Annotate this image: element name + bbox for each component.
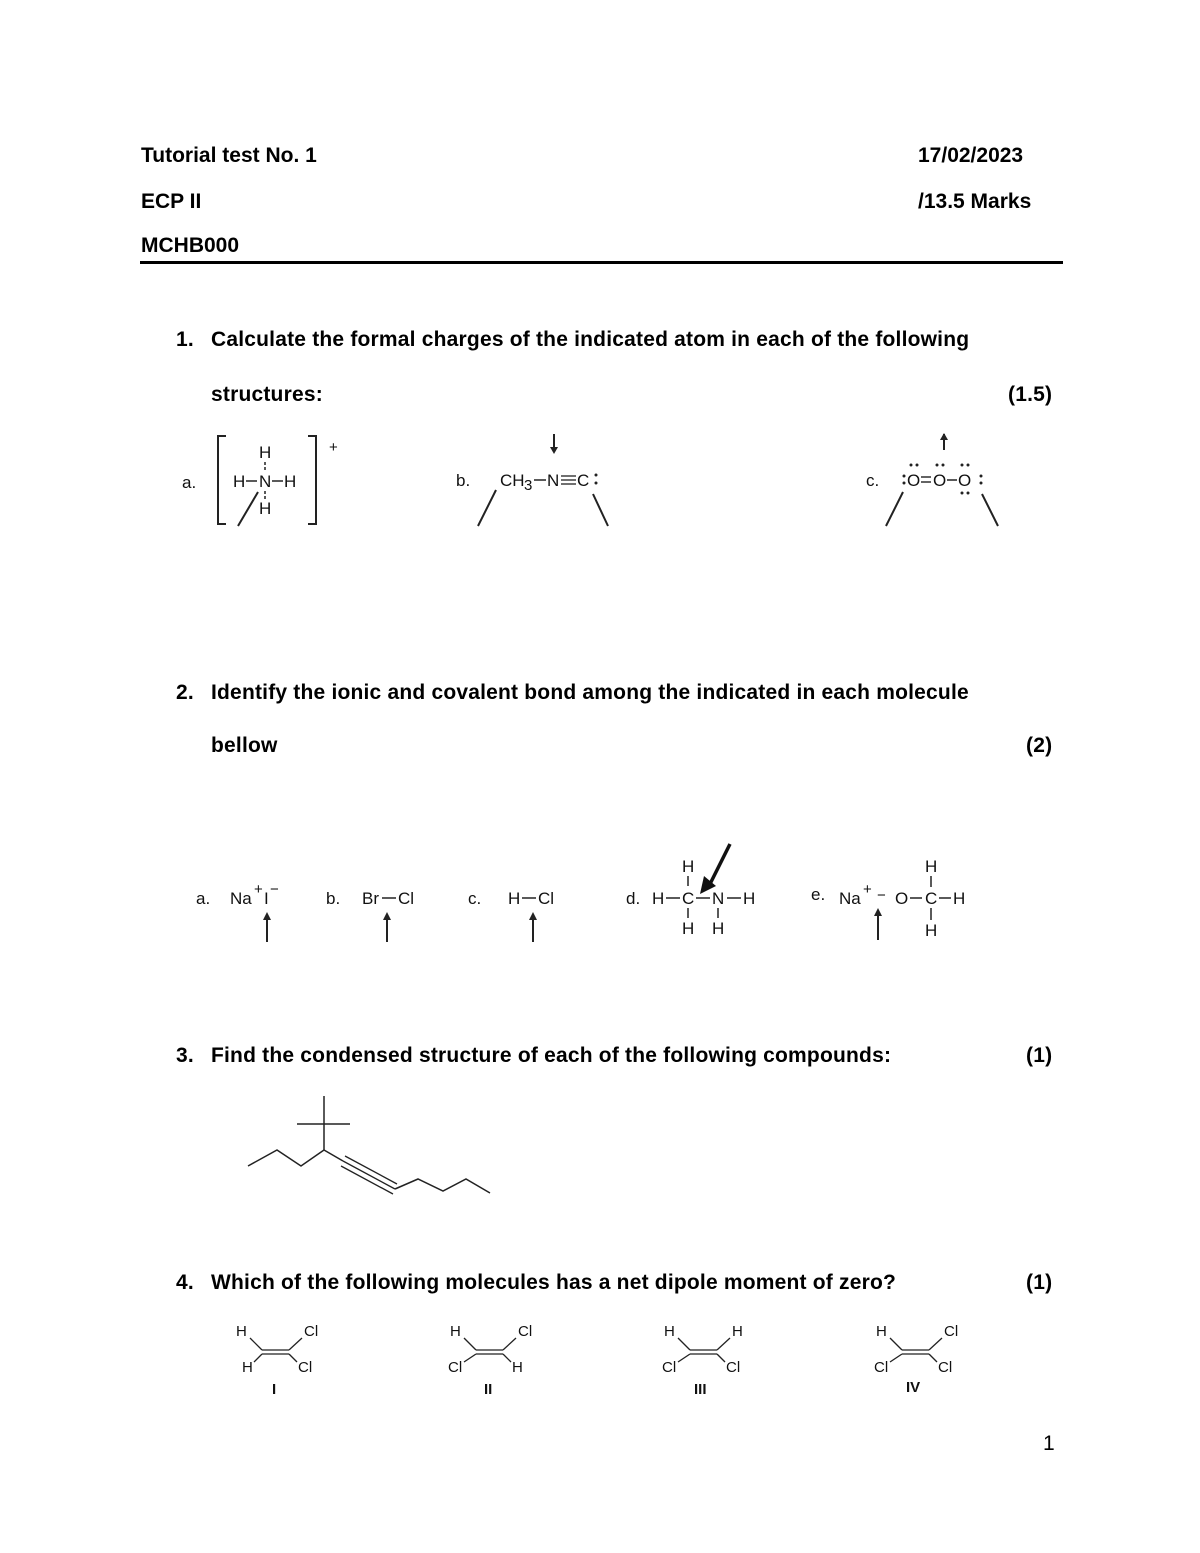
svg-text:+: +: [254, 881, 263, 898]
question-1-text: Calculate the formal charges of the indicated atom in each of the following: [211, 328, 970, 351]
svg-text:H: H: [664, 1323, 675, 1340]
svg-text:Cl: Cl: [398, 889, 415, 908]
svg-text:O: O: [958, 471, 972, 490]
structure-2e: [805, 850, 995, 950]
option-ii: [446, 1318, 546, 1400]
svg-text:C: C: [577, 471, 590, 490]
structure-2d: [620, 840, 780, 945]
skeletal-structure: [240, 1090, 500, 1200]
svg-text:N: N: [259, 472, 272, 491]
structure-label: a.: [182, 473, 197, 492]
indicator-arrow: [593, 494, 608, 526]
svg-text:O: O: [907, 471, 921, 490]
svg-text:H: H: [953, 889, 966, 908]
structure-label: e.: [811, 885, 826, 904]
svg-text:H: H: [652, 889, 665, 908]
structure-1c: [860, 430, 1030, 530]
svg-text:Na: Na: [230, 889, 252, 908]
indicator-arrow: [982, 494, 998, 526]
svg-text:H: H: [236, 1323, 247, 1340]
svg-text:C: C: [925, 889, 938, 908]
header-divider: [140, 261, 1063, 264]
svg-text:Cl: Cl: [938, 1359, 953, 1376]
structure-label: c.: [468, 889, 482, 908]
structure-label: b.: [326, 889, 341, 908]
question-1-number: 1.: [176, 328, 194, 351]
question-3-marks: (1): [1026, 1044, 1053, 1067]
structure-2b: [320, 870, 430, 950]
question-2-marks: (2): [1026, 734, 1053, 757]
question-3-text: Find the condensed structure of each of the following compounds:: [211, 1044, 892, 1067]
svg-text:H: H: [732, 1323, 743, 1340]
svg-text:+: +: [863, 881, 872, 898]
svg-text:H: H: [259, 443, 272, 462]
svg-text:O: O: [933, 471, 947, 490]
svg-text:Cl: Cl: [874, 1359, 889, 1376]
total-marks: /13.5 Marks: [918, 190, 1032, 213]
structure-label: b.: [456, 471, 471, 490]
structure-label: c.: [866, 471, 880, 490]
svg-text:−: −: [877, 887, 886, 904]
indicator-arrow: [886, 492, 903, 526]
question-2-number: 2.: [176, 681, 194, 704]
option-i: [232, 1318, 332, 1400]
svg-text:Cl: Cl: [944, 1323, 959, 1340]
svg-text:Br: Br: [362, 889, 379, 908]
structure-2a: [190, 870, 300, 950]
svg-text:+: +: [329, 439, 338, 456]
svg-text:Cl: Cl: [662, 1359, 677, 1376]
svg-text:H: H: [512, 1359, 523, 1376]
structure-1a: [170, 430, 350, 540]
svg-text:H: H: [876, 1323, 887, 1340]
svg-text:H: H: [682, 857, 695, 876]
svg-text:H: H: [284, 472, 297, 491]
course-name: ECP II: [141, 190, 202, 213]
svg-text:H: H: [682, 919, 695, 938]
option-iv: [874, 1318, 974, 1400]
question-1-text-cont: structures:: [211, 383, 323, 406]
svg-text:CH: CH: [500, 471, 525, 490]
indicator-arrow: [238, 492, 258, 526]
question-2-text-cont: bellow: [211, 734, 278, 757]
module-code: MCHB000: [141, 234, 240, 257]
question-1-marks: (1.5): [1008, 383, 1053, 406]
svg-text:Cl: Cl: [448, 1359, 463, 1376]
question-3-number: 3.: [176, 1044, 194, 1067]
option-label: IV: [906, 1379, 921, 1396]
option-label: I: [272, 1381, 277, 1398]
svg-text:Cl: Cl: [304, 1323, 319, 1340]
svg-text:O: O: [895, 889, 909, 908]
svg-text:−: −: [270, 881, 279, 898]
svg-text:H: H: [743, 889, 756, 908]
structure-label: d.: [626, 889, 641, 908]
svg-text:Cl: Cl: [298, 1359, 313, 1376]
svg-text:Cl: Cl: [538, 889, 555, 908]
option-label: III: [694, 1381, 707, 1398]
structure-1b: [450, 430, 630, 530]
svg-text:I: I: [264, 889, 269, 908]
svg-text:H: H: [508, 889, 521, 908]
indicator-arrow: [708, 844, 730, 888]
structure-label: a.: [196, 889, 211, 908]
question-4-marks: (1): [1026, 1271, 1053, 1294]
svg-text:H: H: [450, 1323, 461, 1340]
structure-2c: [462, 870, 572, 950]
svg-text:C: C: [682, 889, 695, 908]
svg-text:Cl: Cl: [726, 1359, 741, 1376]
question-2-text: Identify the ionic and covalent bond among the indicated in each molecule: [211, 681, 969, 704]
svg-text:H: H: [233, 472, 246, 491]
svg-text:Cl: Cl: [518, 1323, 533, 1340]
svg-text:H: H: [925, 921, 938, 940]
question-4-text: Which of the following molecules has a net dipole moment of zero?: [211, 1271, 897, 1294]
svg-text:H: H: [712, 919, 725, 938]
test-date: 17/02/2023: [918, 144, 1024, 167]
question-4-number: 4.: [176, 1271, 194, 1294]
option-label: II: [484, 1381, 493, 1398]
svg-text:Na: Na: [839, 889, 861, 908]
page-number: 1: [1043, 1432, 1055, 1455]
svg-text:N: N: [712, 889, 725, 908]
svg-text:H: H: [925, 857, 938, 876]
indicator-arrow: [478, 490, 496, 526]
test-title: Tutorial test No. 1: [141, 144, 317, 167]
svg-text:H: H: [259, 499, 272, 518]
svg-text:N: N: [547, 471, 560, 490]
svg-text:3: 3: [524, 477, 533, 494]
svg-text:H: H: [242, 1359, 253, 1376]
option-iii: [660, 1318, 760, 1400]
